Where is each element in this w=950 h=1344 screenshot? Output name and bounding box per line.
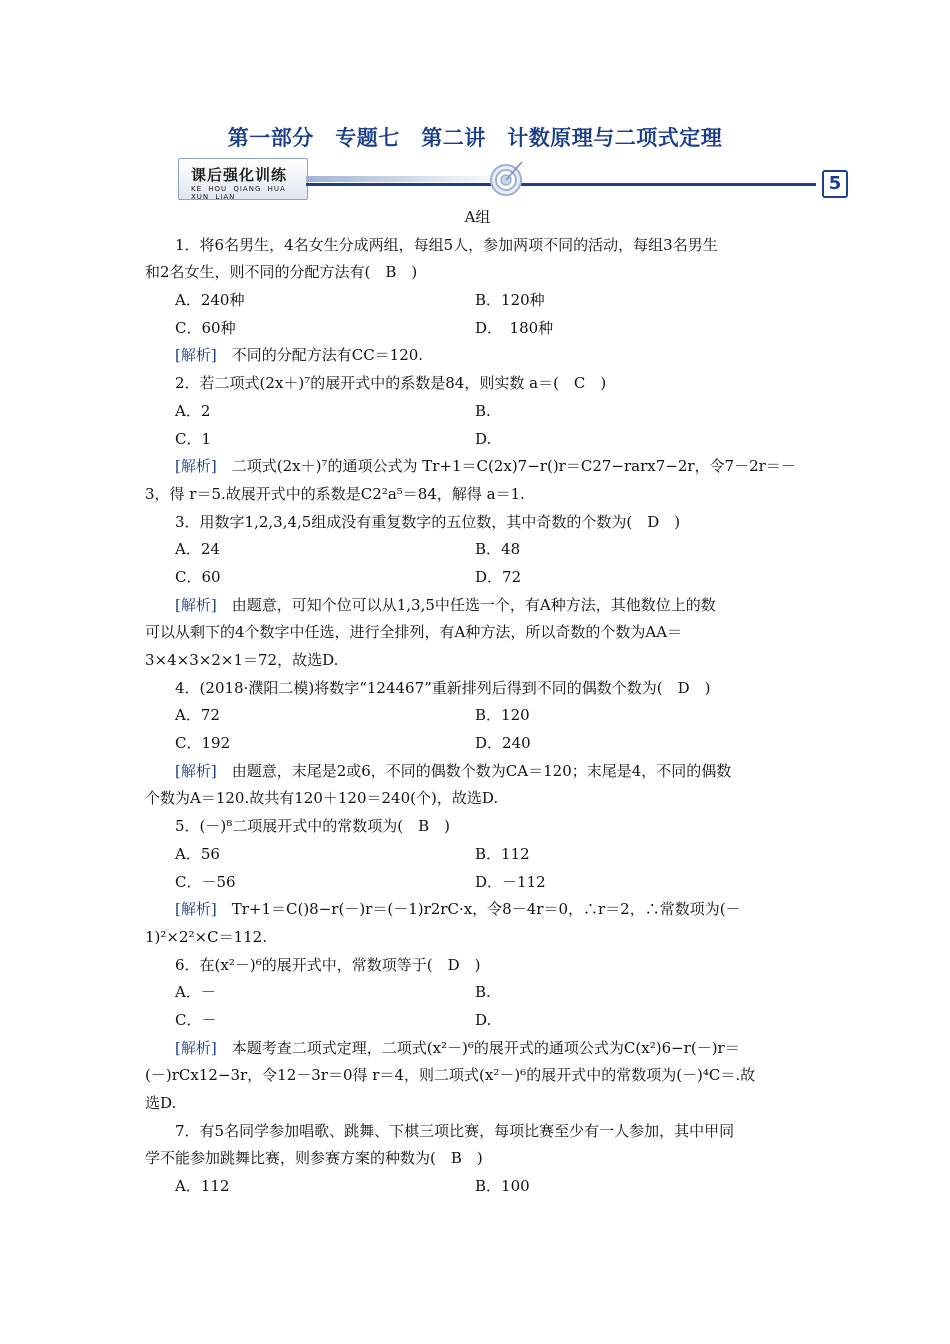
question-7-options-ab xyxy=(145,1173,810,1201)
banner-pinyin: KE HOU QIANG HUA XUN LIAN xyxy=(191,185,286,201)
option-a: A．112 xyxy=(175,1177,230,1196)
option-a: A．24 xyxy=(175,540,220,559)
question-3-solution-cont: 可以从剩下的4个数字中任选，进行全排列，有A种方法，所以奇数的个数为AA＝ xyxy=(145,623,683,642)
option-a: A．2 xyxy=(175,401,211,420)
question-3-options-ab xyxy=(145,536,810,564)
option-c: C．1 xyxy=(175,429,212,448)
solution-text: 由题意，末尾是2或6，不同的偶数个数为CA＝120；末尾是4，不同的偶数 xyxy=(216,761,732,780)
option-c: C．60种 xyxy=(175,318,236,337)
question-2-text: 2．若二项式(2x＋)⁷的展开式中的系数是84，则实数 a＝( C ) xyxy=(175,374,607,393)
option-c: C．60 xyxy=(175,567,221,586)
option-b: B．48 xyxy=(475,540,521,559)
question-2-solution xyxy=(145,453,810,481)
banner-stripe xyxy=(306,176,506,182)
option-a: A．56 xyxy=(175,844,220,863)
page-title: 第一部分 专题七 第二讲 计数原理与二项式定理 xyxy=(227,126,723,150)
question-4-options-cd xyxy=(145,730,810,758)
option-b: B. xyxy=(475,401,491,420)
question-7-text: 7．有5名同学参加唱歌、跳舞、下棋三项比赛，每项比赛至少有一人参加，其中甲同 xyxy=(175,1121,735,1140)
question-5-options-cd xyxy=(145,869,810,897)
question-6-options-cd xyxy=(145,1007,810,1035)
question-6-text: 6．在(x²－)⁶的展开式中，常数项等于( D ) xyxy=(175,955,481,974)
option-a: A．72 xyxy=(175,706,220,725)
solution-tag: [解析] xyxy=(175,595,217,614)
question-2-options-cd xyxy=(145,426,810,454)
question-4-text: 4．(2018·濮阳二模)将数字“124467”重新排列后得到不同的偶数个数为( D ) xyxy=(175,678,711,697)
lesson-number-badge: 5 xyxy=(822,170,848,198)
banner-rule xyxy=(306,183,816,186)
option-d: D. xyxy=(475,429,492,448)
question-5-text: 5．(－)⁸二项展开式中的常数项为( B ) xyxy=(175,817,450,836)
option-a: A．－ xyxy=(175,983,216,1002)
question-5-options-ab xyxy=(145,841,810,869)
option-b: B．112 xyxy=(475,844,530,863)
option-b: B．120种 xyxy=(475,291,545,310)
question-3-solution xyxy=(145,592,810,620)
option-c: C．－56 xyxy=(175,872,236,891)
question-6-solution-cont: (－)rCx12−3r，令12－3r＝0得 r＝4，则二项式(x²－)⁶的展开式中的常数项为(－)⁴C＝.故 xyxy=(145,1066,756,1085)
question-5-solution-cont: 1)²×2²×C＝112. xyxy=(145,927,267,946)
section-banner xyxy=(178,156,850,202)
question-4-solution xyxy=(145,758,810,786)
option-c: C．－ xyxy=(175,1010,217,1029)
solution-tag: [解析] xyxy=(175,1038,217,1057)
option-b: B．100 xyxy=(475,1177,530,1196)
solution-tag: [解析] xyxy=(175,900,217,919)
option-d: D．240 xyxy=(475,734,531,753)
option-c: C．192 xyxy=(175,734,231,753)
question-6-solution-end: 选D. xyxy=(145,1094,177,1112)
question-1-solution xyxy=(145,342,810,370)
option-d: D．72 xyxy=(475,567,522,586)
question-4-options-ab xyxy=(145,702,810,730)
question-3-text: 3．用数字1,2,3,4,5组成没有重复数字的五位数，其中奇数的个数为( D ) xyxy=(175,512,681,531)
option-d: D．－112 xyxy=(475,872,546,891)
solution-text: 由题意，可知个位可以从1,3,5中任选一个，有A种方法，其他数位上的数 xyxy=(216,595,716,614)
solution-text: Tr+1＝C()8−r(－)r＝(－1)r2rC·x，令8－4r＝0，∴r＝2，∴常数项为(－ xyxy=(216,900,741,919)
question-1-options-ab xyxy=(145,287,810,315)
question-1-options-cd xyxy=(145,315,810,343)
option-b: B．120 xyxy=(475,706,530,725)
question-7-text-cont: 学不能参加跳舞比赛，则参赛方案的种数为( B ) xyxy=(145,1149,483,1168)
question-4-solution-cont: 个数为A＝120.故共有120＋120＝240(个)，故选D. xyxy=(145,789,499,808)
group-heading: A组 xyxy=(464,208,491,226)
question-2-solution-cont: 3，得 r＝5.故展开式中的系数是C2²a⁵＝84，解得 a＝1. xyxy=(145,484,525,503)
solution-tag: [解析] xyxy=(175,761,217,780)
question-5-solution xyxy=(145,896,810,924)
option-b: B. xyxy=(475,983,491,1002)
exercise-content xyxy=(145,204,810,1201)
solution-text: 二项式(2x＋)⁷的通项公式为 Tr+1＝C(2x)7−r()r＝C27−rarx7−2r，令7－2r＝－ xyxy=(216,457,796,476)
option-d: D. xyxy=(475,1010,492,1029)
solution-tag: [解析] xyxy=(175,346,217,365)
question-2-options-ab xyxy=(145,398,810,426)
option-d: D． 180种 xyxy=(475,318,554,337)
option-a: A．240种 xyxy=(175,291,245,310)
question-6-solution xyxy=(145,1035,810,1063)
question-3-solution-end: 3×4×3×2×1＝72，故选D. xyxy=(145,651,339,669)
question-6-options-ab xyxy=(145,979,810,1007)
solution-tag: [解析] xyxy=(175,457,217,476)
question-1-text: 1．将6名男生，4名女生分成两组，每组5人，参加两项不同的活动，每组3名男生 xyxy=(175,235,718,254)
target-icon xyxy=(486,158,526,198)
banner-label: 课后强化训练 xyxy=(191,166,288,184)
solution-text: 本题考查二项式定理，二项式(x²－)⁶的展开式的通项公式为C(x²)6−r(－)r＝ xyxy=(216,1038,740,1057)
question-1-text-cont: 和2名女生，则不同的分配方法有( B ) xyxy=(145,263,418,282)
banner-label-box xyxy=(178,158,308,200)
solution-text: 不同的分配方法有CC＝120. xyxy=(216,346,424,365)
question-3-options-cd xyxy=(145,564,810,592)
